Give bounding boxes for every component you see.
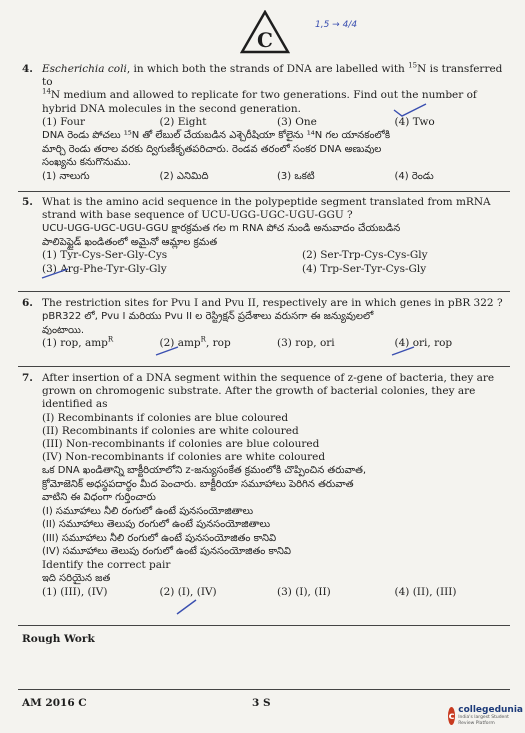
telugu-stem-line: pBR322 లో, Pvu I మరియు Pvu II ల రెస్ట్రిక్షన్ ప్రదేశాలు వరుసగా ఈ జన్యువులలో [42, 311, 374, 323]
options-en [42, 586, 512, 599]
set-c-triangle-icon [240, 10, 290, 54]
question-number: 4. [22, 63, 33, 75]
option-2[interactable]: (2) amp$^R$, rop [159, 335, 231, 350]
answer-strike-mark [40, 266, 70, 280]
option-4-te[interactable]: (4) రెండు [394, 170, 434, 182]
statement: (IV) Non-recombinants if colonies are white coloured [42, 451, 326, 464]
telugu-stem-line: క్రోమోజెనిక్ అధస్థపదార్థం మీద పెంచారు. బాక్టీరియా సమూహాలు పెరిగిన తరువాత [42, 478, 354, 490]
identify-prompt: Identify the correct pair [42, 558, 171, 571]
brand-tagline: India's largest Student Review Platform [458, 715, 509, 726]
question-stem: Escherichia coli, in which both the strands of DNA are labelled with $^{15}$N is transferred to $^{14}$N medium and allowed to replicate for two generations. Find out the number of hybrid DNA molecules in the second generation. [42, 61, 503, 115]
options-en [42, 249, 512, 275]
question-4 [22, 63, 512, 183]
question-divider [18, 191, 510, 192]
answer-strike-mark [390, 344, 416, 358]
option-2-te[interactable]: (2) ఎనిమిది [159, 170, 209, 182]
options-te [42, 170, 512, 184]
option-1[interactable]: (1) Four [42, 115, 86, 128]
telugu-statement: (II) సమూహాలు తెలుపు రంగులో ఉంటే పునసంయోజితాలు [42, 519, 271, 531]
question-divider [18, 366, 510, 367]
option-4[interactable]: (4) Two [394, 115, 435, 128]
statement: (II) Recombinants if colonies are white coloured [42, 424, 299, 437]
option-3[interactable]: (3) Arg-Phe-Tyr-Gly-Gly [42, 262, 167, 275]
option-1[interactable]: (1) Tyr-Cys-Ser-Gly-Cys [42, 249, 168, 262]
option-4[interactable]: (4) (II), (III) [394, 585, 457, 598]
question-stem: After insertion of a DNA segment within the sequence of z-gene of bacteria, they are grown on chromogenic substrate. After the growth of bacterial colonies, they are identified as [42, 372, 495, 411]
handwritten-note: 1,5 → 4/4 [315, 20, 358, 30]
telugu-stem-line: మార్చి రెండు తరాల వరకు ద్విగుణీకృతపరిచారు. రెండవ తరంలో సంకర DNA అణువుల [42, 143, 382, 155]
answer-tick-mark [392, 102, 428, 118]
question-number: 6. [22, 297, 33, 309]
question-7 [22, 372, 512, 599]
option-4[interactable]: (4) ori, rop [394, 337, 453, 350]
statement: (III) Non-recombinants if colonies are blue coloured [42, 438, 320, 451]
set-letter: C [257, 28, 273, 52]
option-3[interactable]: (3) rop, ori [277, 337, 335, 350]
answer-strike-mark [154, 344, 180, 358]
telugu-stem-line: వాటిని ఈ విధంగా గుర్తించారు [42, 492, 156, 504]
telugu-statement: (I) సమూహాలు నీలి రంగులో ఉంటే పునసంయోజితాలు [42, 505, 254, 517]
answer-tick-mark [175, 598, 199, 618]
brand-icon: c [448, 707, 455, 725]
telugu-stem-line: UCU-UGG-UGC-UGU-GGU క్షారక్రమత గల m RNA పోచ నుండి అనువాదం చేయబడిన [42, 223, 401, 235]
paper-code: AM 2016 C [22, 697, 87, 709]
statement: (I) Recombinants if colonies are blue coloured [42, 411, 289, 424]
question-number: 5. [22, 196, 33, 208]
telugu-stem-line: ఒక DNA ఖండితాన్ని బాక్టీరియాలోని z-జన్యుసంకేత క్రమంలోకి చొప్పించిన తరువాత, [42, 465, 367, 477]
question-divider [18, 291, 510, 292]
option-2[interactable]: (2) Eight [159, 115, 207, 128]
question-divider [18, 625, 510, 626]
telugu-stem-line: పాలిపెప్టైడ్ ఖండితంలో అమైనో ఆమ్లాల క్రమత [42, 236, 218, 248]
telugu-stem-line: వుంటాయి. [42, 324, 85, 336]
option-1[interactable]: (1) rop, amp$^R$ [42, 335, 114, 350]
option-3-te[interactable]: (3) ఒకటి [277, 170, 315, 182]
question-number: 7. [22, 372, 33, 384]
identify-prompt-te: ఇది సరియైన జత [42, 573, 111, 585]
question-stem: The restriction sites for Pvu I and Pvu II, respectively are in which genes in pBR 322 ? [42, 297, 503, 309]
rough-work-label: Rough Work [22, 633, 95, 645]
option-2[interactable]: (2) (I), (IV) [159, 585, 217, 598]
option-2[interactable]: (2) Ser-Trp-Cys-Cys-Gly [302, 249, 428, 262]
question-5 [22, 196, 512, 276]
options-en [42, 116, 512, 129]
options-en [42, 337, 512, 350]
option-3[interactable]: (3) (I), (II) [277, 585, 331, 598]
telugu-statement: (III) సమూహాలు నీలి రంగులో ఉంటే పునసంయోజితం కానివి [42, 532, 277, 544]
page-number: 3 S [252, 697, 271, 709]
question-stem: What is the amino acid sequence in the polypeptide segment translated from mRNA strand with base sequence of UCU-UGG-UGC-UGU-GGU ? [42, 196, 491, 222]
option-1-te[interactable]: (1) నాలుగు [42, 170, 90, 182]
question-6 [22, 297, 512, 350]
option-1[interactable]: (1) (III), (IV) [42, 585, 108, 598]
brand-name: collegedunia [458, 705, 523, 715]
telugu-statement: (IV) సమూహాలు తెలుపు రంగులో ఉంటే పునసంయోజితం కానివి [42, 546, 291, 558]
telugu-stem-line: సంఖ్యను కనుగొనుము. [42, 157, 131, 169]
telugu-stem-line: DNA రెండు పోచలు ¹⁵N తో లేబుల్ చేయబడిన ఎశ్చెరీషియా కోలైను ¹⁴N గల యానకంలోకి [42, 130, 391, 142]
watermark-logo [448, 703, 523, 729]
footer-divider [18, 689, 510, 690]
option-3[interactable]: (3) One [277, 115, 317, 128]
option-4[interactable]: (4) Trp-Ser-Tyr-Cys-Gly [302, 262, 427, 275]
